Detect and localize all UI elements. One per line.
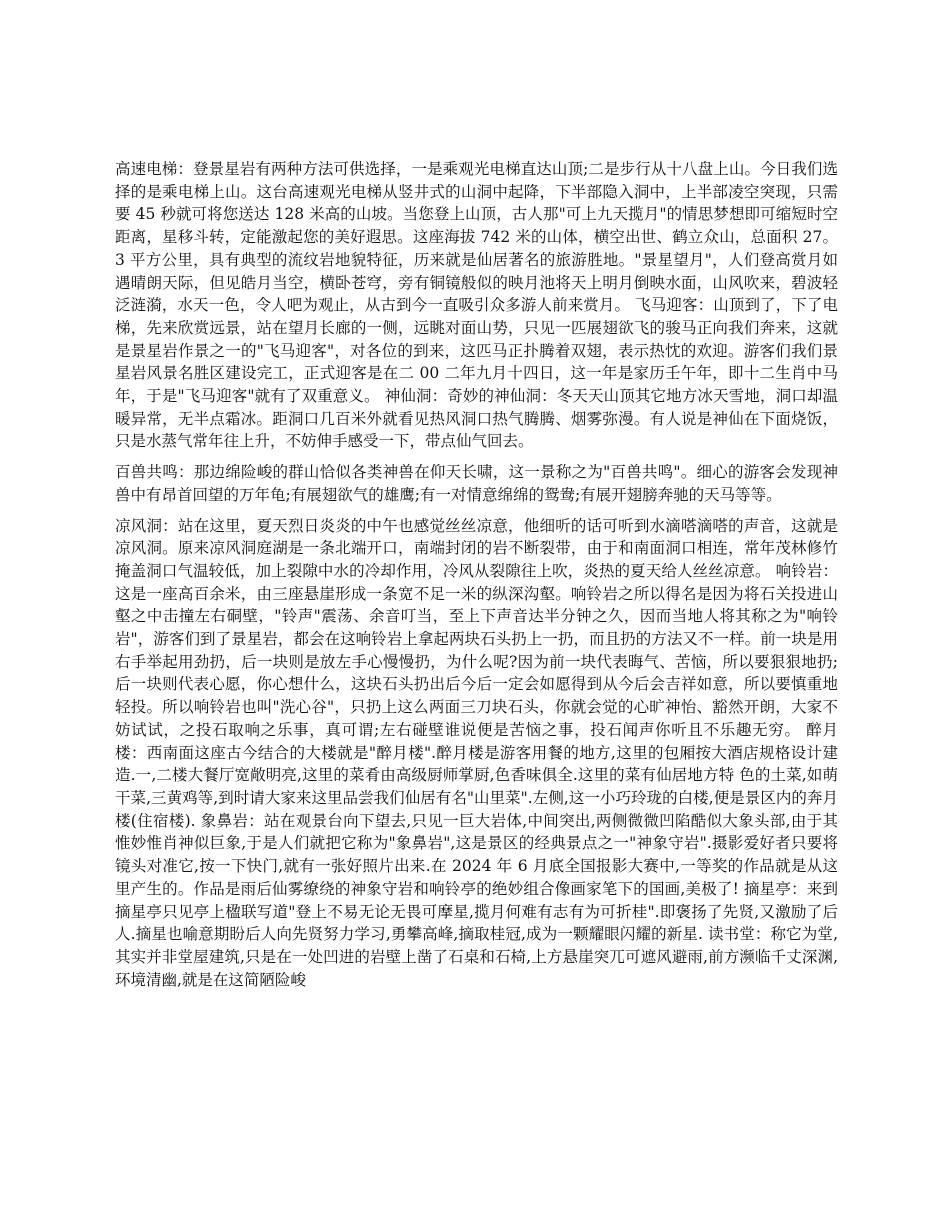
paragraph-cool-wind-cave-and-sights: 凉风洞：站在这里，夏天烈日炎炎的中午也感觉丝丝凉意，他细听的话可听到水滴嗒滴嗒的声音，这就是凉风洞。原来凉风洞庭湖是一条北端开口，南端封闭的岩不断裂带，由于和南面洞口相连，常年茂林修竹掩盖洞口气温较低，加上裂隙中水的冷却作用，冷风从裂隙往上吹，炎热的夏天给人丝丝凉意。 响铃岩：这是一座高百余米，由三座悬崖形成一条宽不足一米的纵深沟壑。响铃岩之所以得名是因为将石关投进山壑之中击撞左右硐壁，"铃声"震荡、余音叮当，至上下声音达半分钟之久，因而当地人将其称之为"响铃岩"，游客们到了景星岩，都会在这响铃岩上拿起两块石头扔上一扔，而且扔的方法又不一样。前一块是用右手举起用劲扔，后一块则是放左手心慢慢扔，为什么呢?因为前一块代表晦气、苦恼，所以要狠狠地扔;后一块则代表心愿，你心想什么，这块石头扔出后今后一定会如愿得到从今后会吉祥如意，所以要慎重地轻投。所以响铃岩也叫"洗心谷"，只扔上这么两面三刀块石头，你就会觉的心旷神怡、豁然开朗，大家不妨试试，之投石取响之乐事，真可谓;左右碰壁谁说便是苦恼之事，投石闻声你听且不乐趣无穷。 醉月楼：西南面这座古今结合的大楼就是"醉月楼".醉月楼是游客用餐的地方,这里的包厢按大酒店规格设计建造.一,二楼大餐厅宽敞明亮,这里的菜肴由高级厨师掌厨,色香味俱全.这里的菜有仙居地方特 色的土菜,如萌干菜,三黄鸡等,到时请大家来这里品尝我们仙居有名"山里菜".左侧,这一小巧玲珑的白楼,便是景区内的奔月楼(住宿楼). 象鼻岩：站在观景台向下望去,只见一巨大岩体,中间突出,两侧微微凹陷酷似大象头部,由于其惟妙惟肖神似巨象,于是人们就把它称为"象鼻岩",这是景区的经典景点之一"神象守岩".摄影爱好者只要将镜头对准它,按一下快门,就有一张好照片出来.在 2024 年 6 月底全国报影大赛中,一等奖的作品就是从这里产生的。作品是雨后仙雾缭绕的神象守岩和响铃亭的绝妙组合像画家笔下的国画,美极了! 摘星亭：来到摘星亭只见亭上楹联写道"登上不易无论无畏可摩星,揽月何难有志有为可折桂".即褒扬了先贤,又激励了后人.摘星也喻意期盼后人向先贤努力学习,勇攀高峰,摘取桂冠,成为一颗耀眼闪耀的新星. 读书堂：称它为堂,其实并非堂屋建筑,只是在一处凹进的岩壁上凿了石桌和石椅,上方悬崖突兀可遮风避雨,前方濒临千丈深渊,环境清幽,就是在这简陋险峻 — [115, 516, 838, 989]
document-body — [115, 158, 838, 999]
paragraph-hundred-beasts: 百兽共鸣：那边绵险峻的群山恰似各类神兽在仰天长啸，这一景称之为"百兽共鸣"。细心的游客会发现神兽中有昂首回望的万年龟;有展翅欲气的雄鹰;有一对情意绵绵的鸳鸯;有展开翅膀奔驰的天马等等。 — [115, 463, 838, 504]
paragraph-elevator-flying-horse-fairy-cave: 高速电梯：登景星岩有两种方法可供选择，一是乘观光电梯直达山顶;二是步行从十八盘上山。今日我们选择的是乘电梯上山。这台高速观光电梯从竖井式的山洞中起降，下半部隐入洞中，上半部凌空突现，只需要 45 秒就可将您送达 128 米高的山坡。当您登上山顶，古人那"可上九天揽月"的情思梦想即可缩短时空距离，星移斗转，定能激起您的美好遐思。这座海拔 742 米的山体，横空出世、鹤立众山，总面积 27。3 平方公里，具有典型的流纹岩地貌特征，历来就是仙居著名的旅游胜地。"景星望月"，人们登高赏月如遇晴朗天际，但见皓月当空，横卧苍穹，旁有铜镜般似的映月池将天上明月倒映水面，山风吹来，碧波轻泛涟漪，水天一色，令人吧为观止，从古到今一直吸引众多游人前来赏月。 飞马迎客：山顶到了，下了电梯，先来欣赏远景，站在望月长廊的一侧，远眺对面山势，只见一匹展翅欲飞的骏马正向我们奔来，这就是景星岩作景之一的"飞马迎客"，对各位的到来，这匹马正扑腾着双翅，表示热忱的欢迎。游客们我们景星岩风景名胜区建设完工，正式迎客是在二 00 二年九月十四日，这一年是家历壬午年，即十二生肖中马年，于是"飞马迎客"就有了双重意义。 神仙洞：奇妙的神仙洞：冬天天山顶其它地方冰天雪地，洞口却温暖异常，无半点霜冰。距洞口几百米外就看见热风洞口热气腾腾、烟雾弥漫。有人说是神仙在下面烧饭，只是水蒸气常年往上升，不妨伸手感受一下，带点仙气回去。 — [115, 160, 838, 451]
